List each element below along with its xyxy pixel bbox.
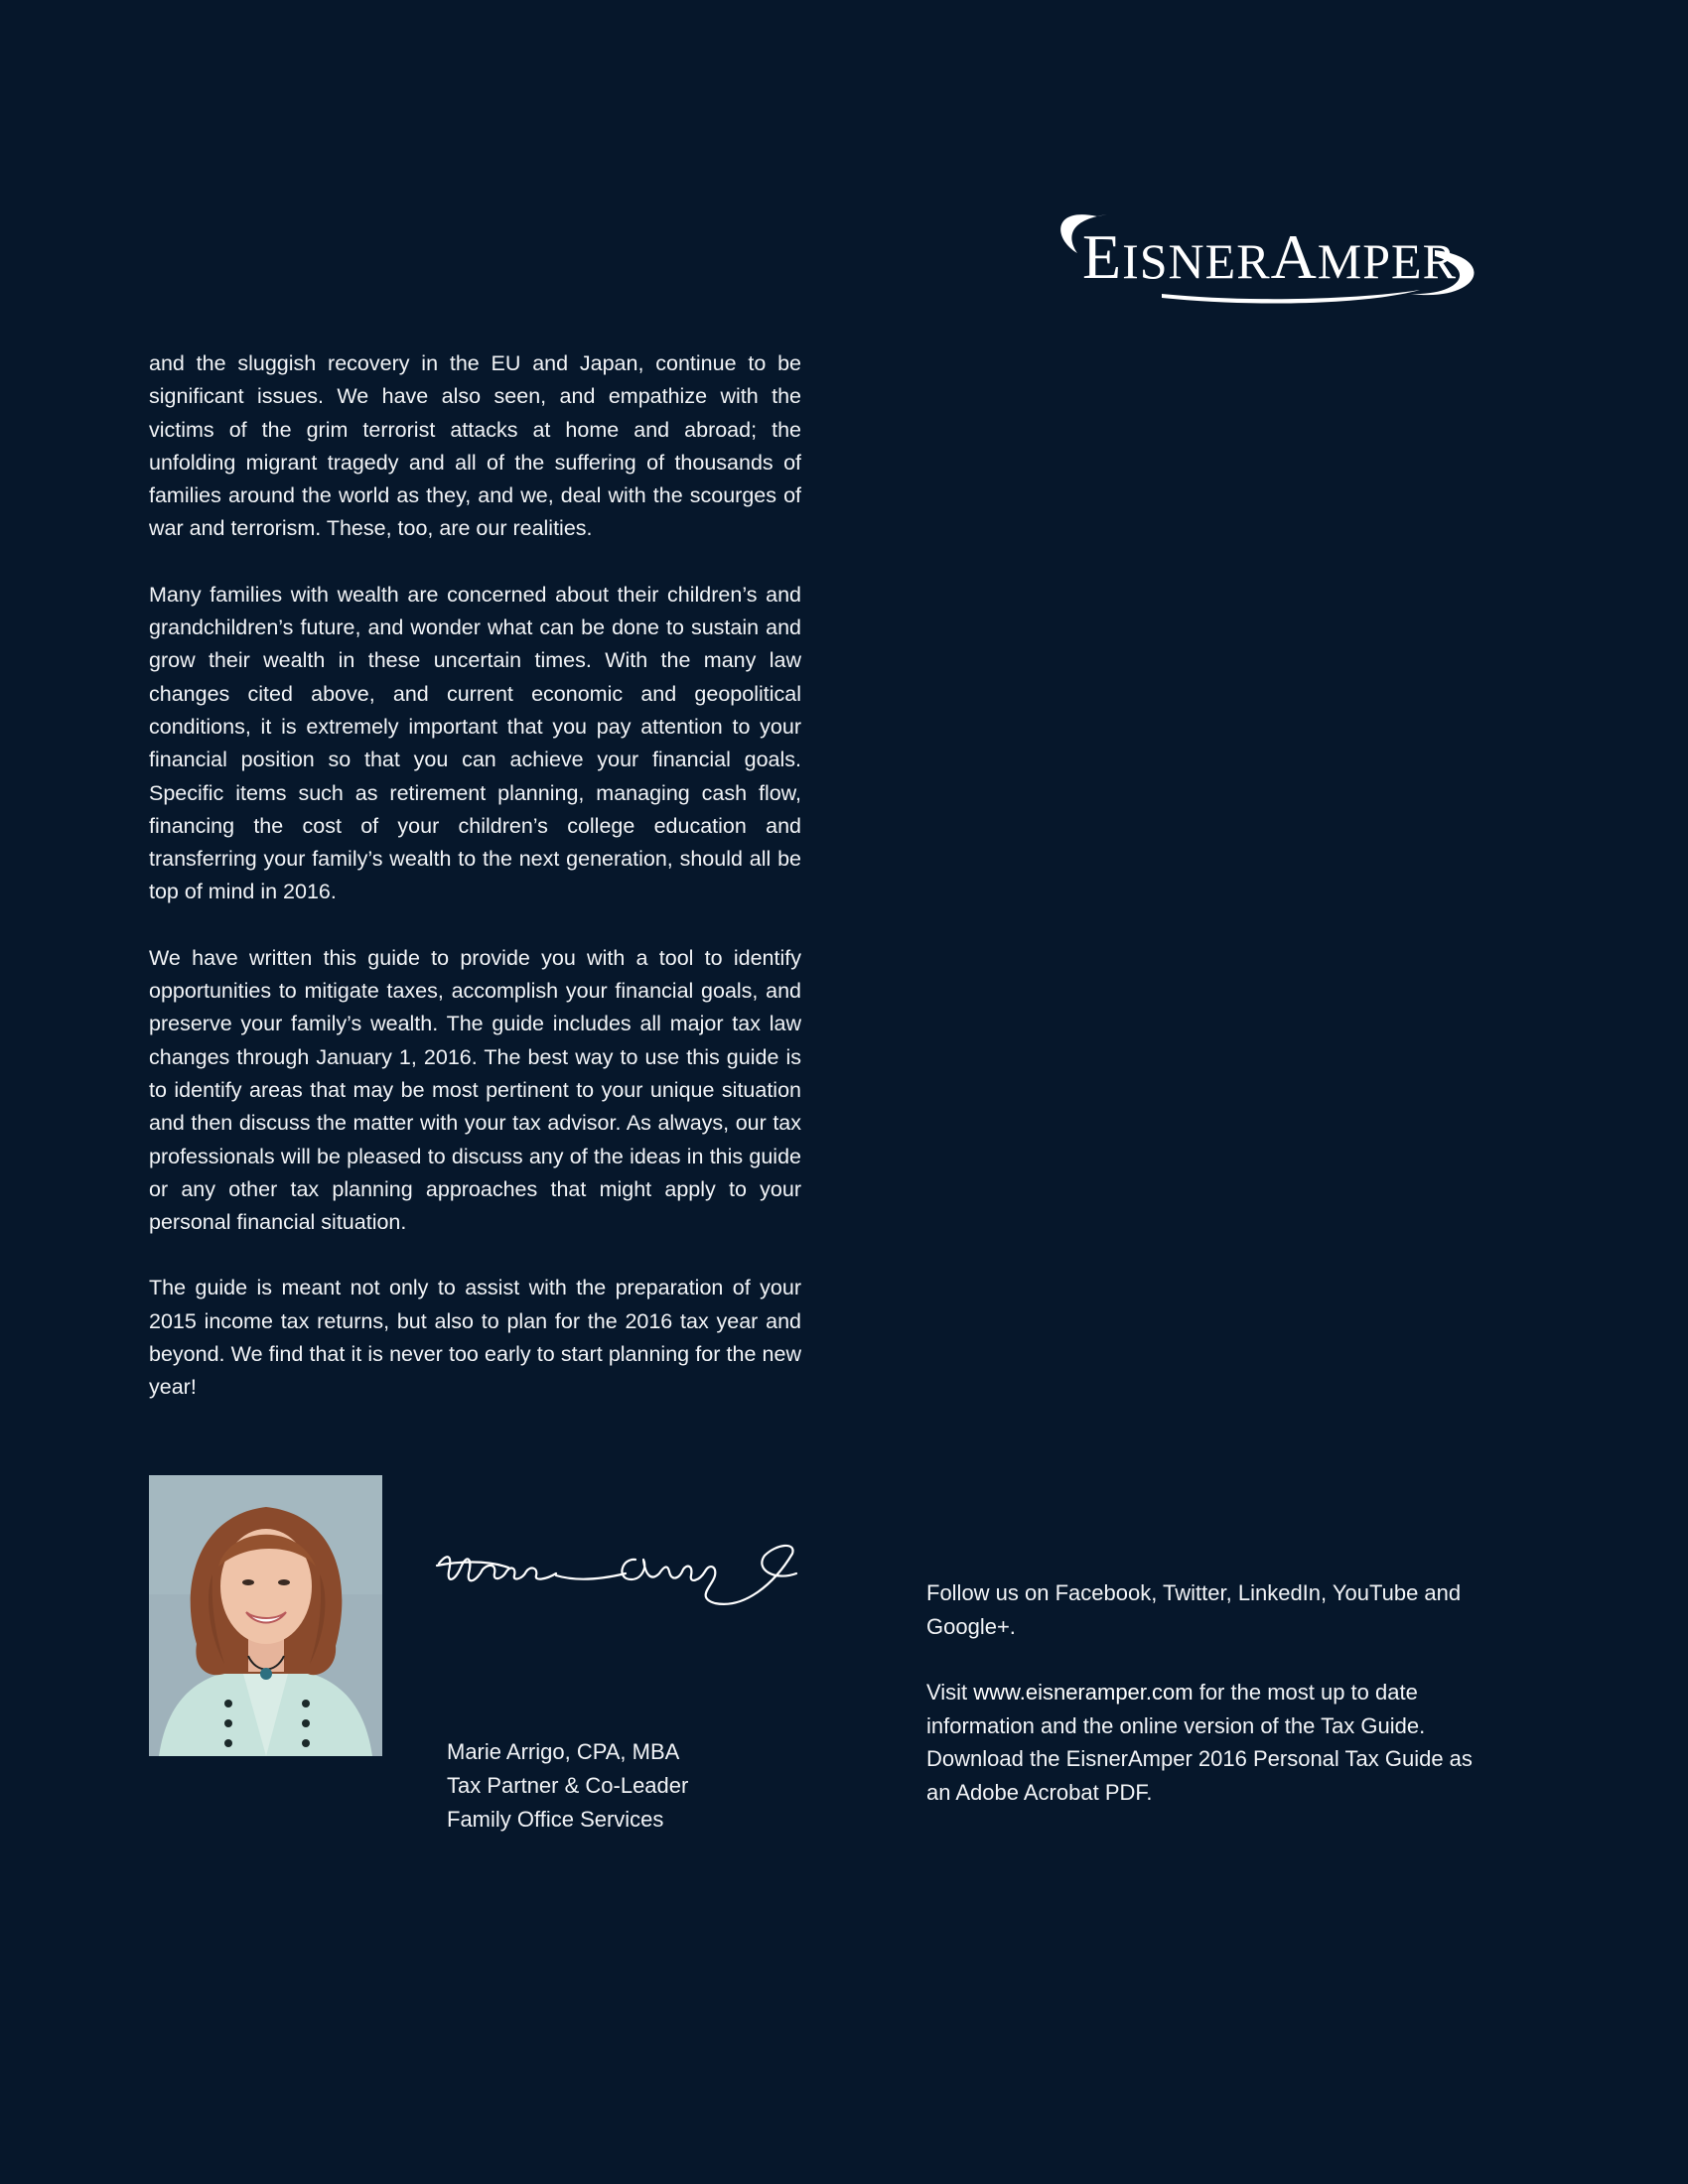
contact-block	[926, 1576, 1502, 1842]
logo-wordmark: EISNERAMPER	[1082, 221, 1457, 292]
letter-body	[149, 347, 801, 1437]
body-paragraph: and the sluggish recovery in the EU and Japan, continue to be significant issues. We have also seen, and empathize with the victims of the grim terrorist attacks at home and abroad; the unfolding migrant tragedy and all of the suffering of thousands of families around the world as they, and we, deal with the scourges of war and terrorism. These, too, are our realities.	[149, 351, 801, 541]
body-paragraph: We have written this guide to provide you with a tool to identify opportunities to mitigate taxes, accomplish your financial goals, and preserve your family’s wealth. The guide includes all major tax law changes through January 1, 2016. The best way to use this guide is to identify areas that may be most pertinent to your unique situation and then discuss the matter with your tax advisor. As always, our tax professionals will be pleased to discuss any of the ideas in this guide or any other tax planning approaches that might apply to your personal financial situation.	[149, 945, 801, 1235]
portrait-image	[149, 1475, 382, 1756]
signer-block	[447, 1735, 688, 1837]
author-portrait	[149, 1475, 382, 1756]
signer-department: Family Office Services	[447, 1807, 664, 1832]
signature-image	[427, 1524, 824, 1623]
visit-prefix: Visit	[926, 1680, 974, 1705]
visit-suffix: for the most up to date information and the online version of the Tax Guide. Download the EisnerAmper 2016 Personal Tax Guide as an Adobe Acrobat PDF.	[926, 1680, 1473, 1805]
body-paragraph: The guide is meant not only to assist with the preparation of your 2015 income tax returns, but also to plan for the 2016 tax year and beyond. We find that it is never too early to start planning for the new year!	[149, 1276, 801, 1400]
signer-title: Tax Partner & Co-Leader	[447, 1773, 689, 1798]
website-link[interactable]: www.eisneramper.com	[973, 1680, 1194, 1705]
author-signature	[427, 1524, 824, 1623]
eisneramper-logo	[1043, 199, 1499, 308]
body-paragraph: Many families with wealth are concerned about their children’s and grandchildren’s future, and wonder what can be done to sustain and grow their wealth in these uncertain times. With the many law changes cited above, and current economic and geopolitical conditions, it is extremely important that you pay attention to your financial position so that you can achieve your financial goals. Specific items such as retirement planning, managing cash flow, financing the cost of your children’s college education and transferring your family’s wealth to the next generation, should all be top of mind in 2016.	[149, 582, 801, 904]
visit-text	[926, 1676, 1502, 1809]
follow-text: Follow us on Facebook, Twitter, LinkedIn, YouTube and Google+.	[926, 1580, 1462, 1639]
signer-name: Marie Arrigo, CPA, MBA	[447, 1739, 680, 1764]
